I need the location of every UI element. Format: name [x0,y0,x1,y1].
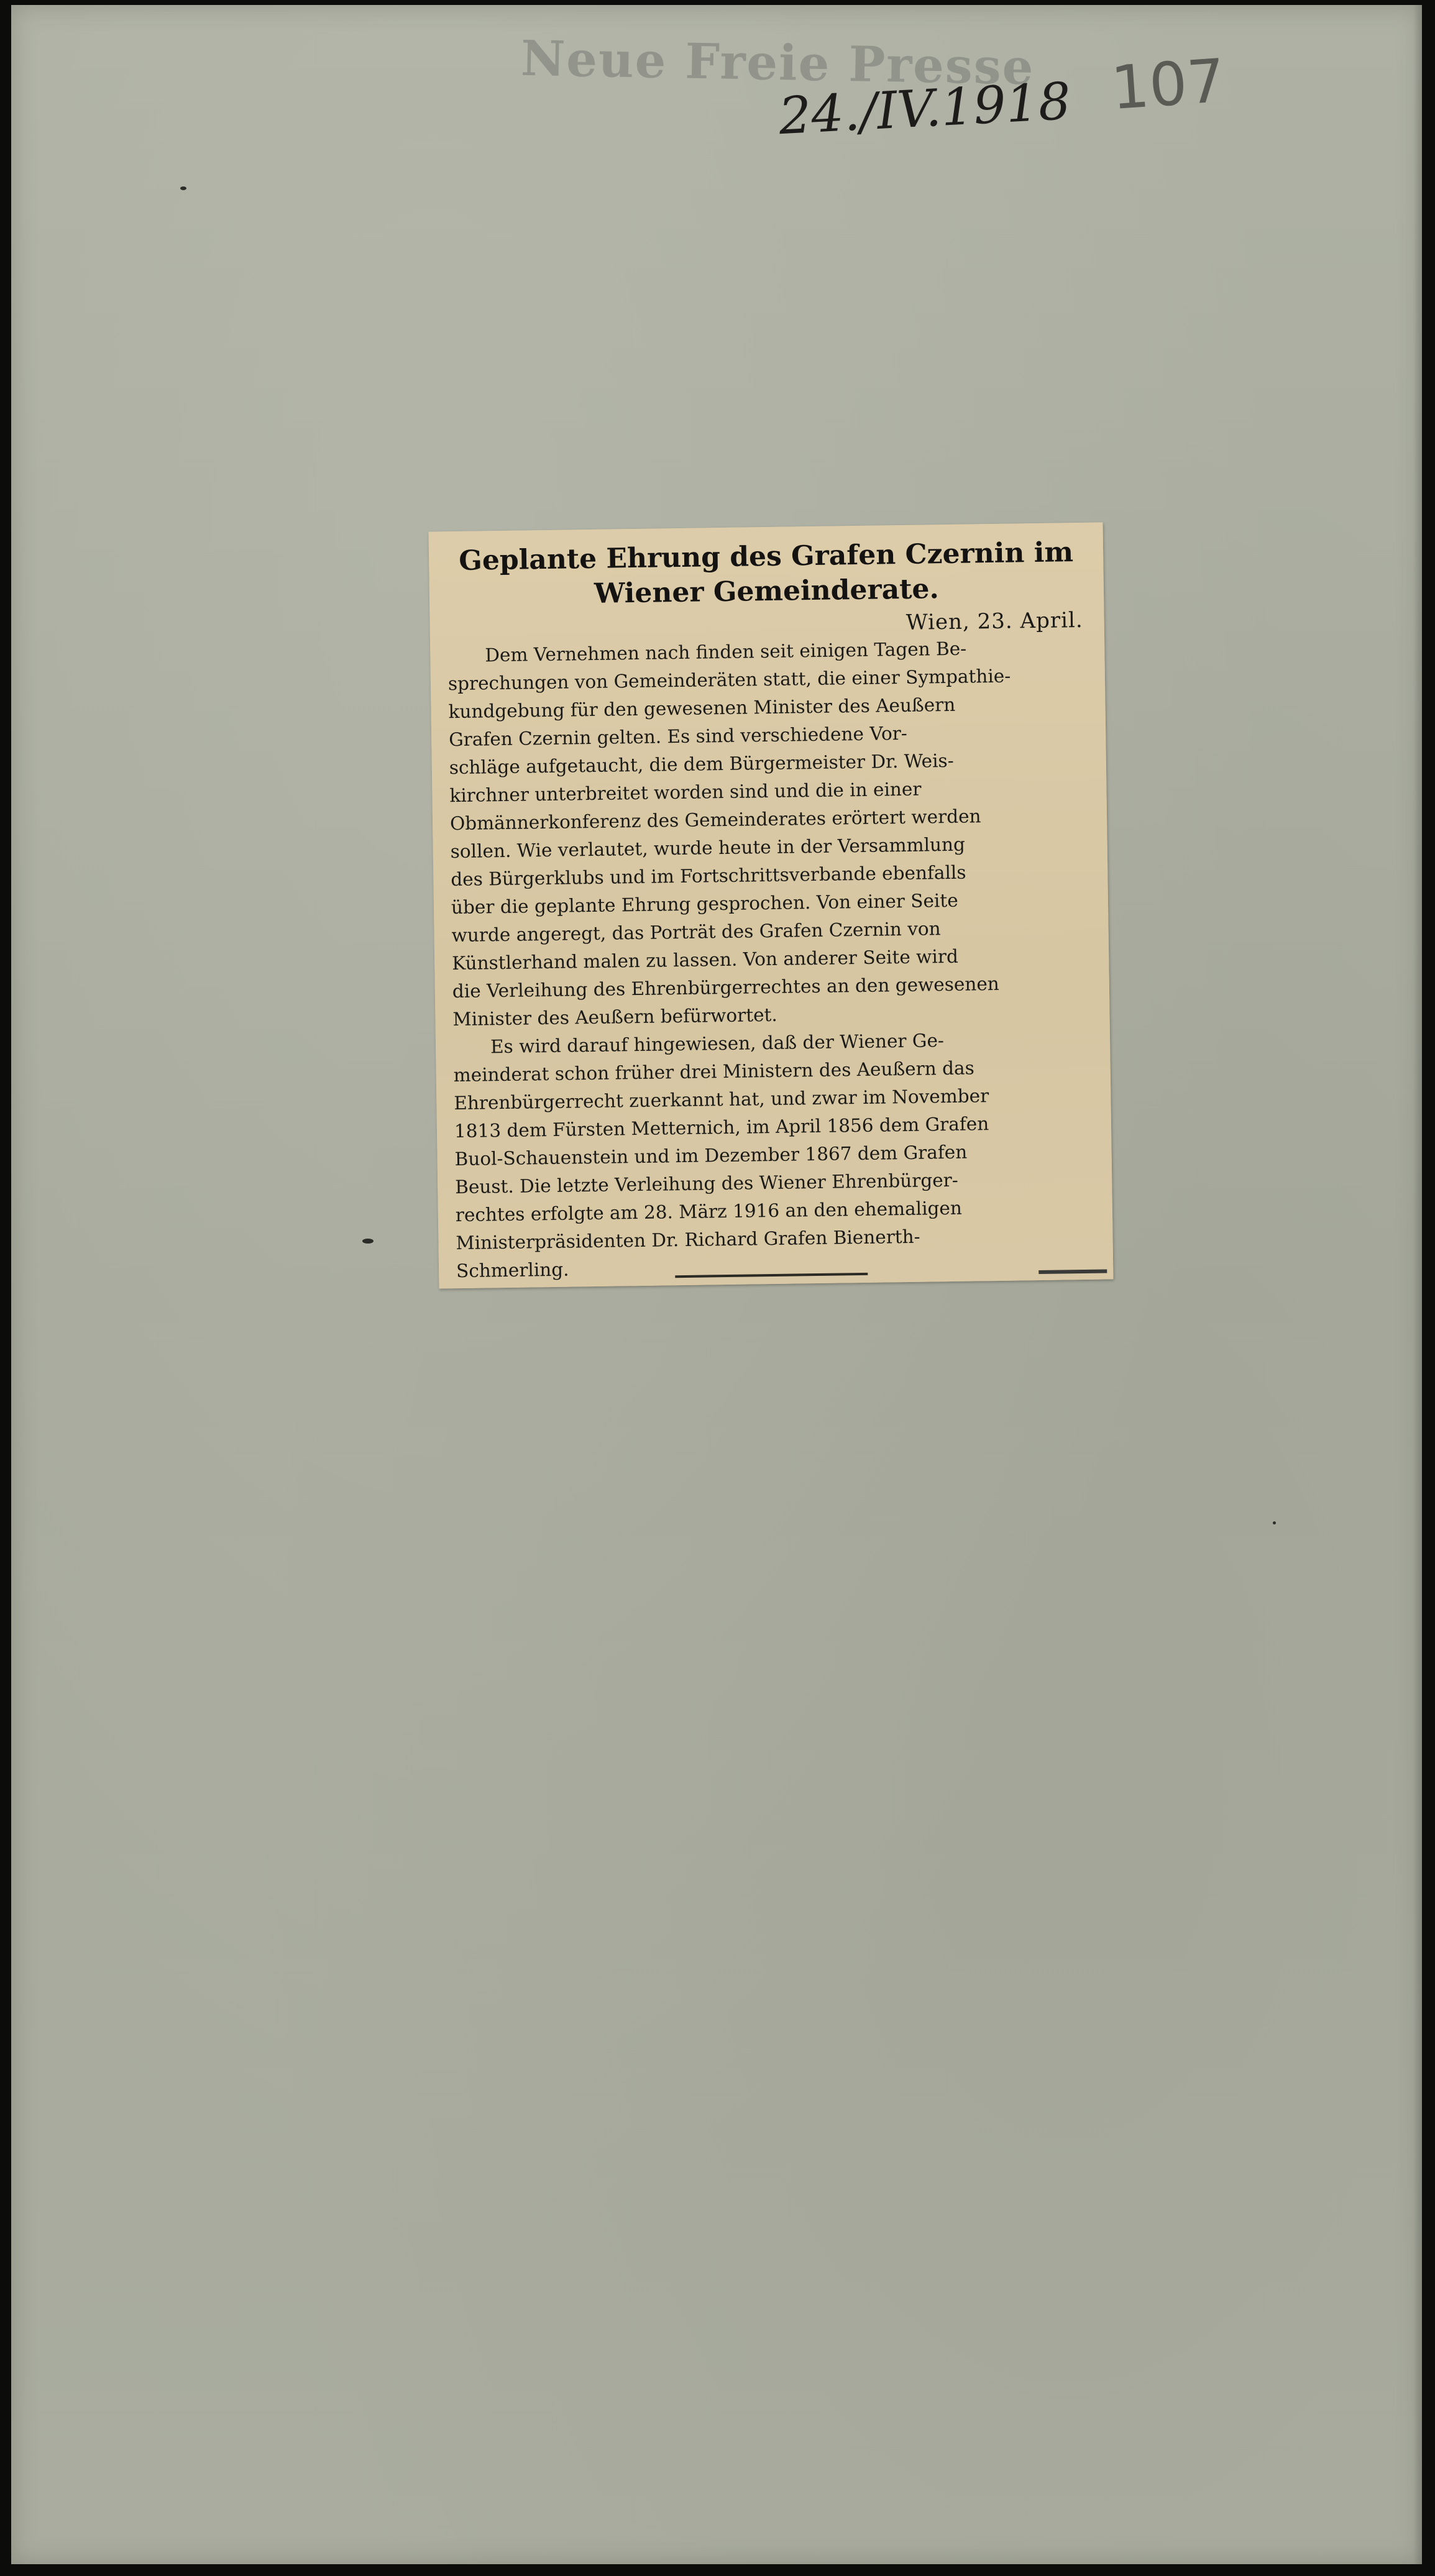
article-line: kundgebung für den gewesenen Minister des Aeußern [448,694,956,723]
handwritten-date: 24./IV.1918 [777,71,1073,147]
article-dateline: Wien, 23. April. [905,607,1083,635]
article-line: Obmännerkonferenz des Gemeinderates erörtert werden [449,805,981,835]
headline-line-1: Geplante Ehrung des Grafen Czernin im [458,536,1074,577]
article-line: Dem Vernehmen nach finden seit einigen Tagen Be- [485,638,967,666]
article-line: sprechungen von Gemeinderäten statt, die einer Sympathie- [447,665,1011,695]
article-line: kirchner unterbreitet worden sind und die in einer [449,778,922,807]
article-line: meinderat schon früher drei Ministern des Aeußern das [453,1057,974,1086]
article-line: Schmerling. [456,1258,569,1282]
archive-sheet [11,5,1422,2564]
handwritten-folio-number: 107 [1109,45,1227,124]
newspaper-stamp: Neue Freie Presse [520,30,1035,96]
article-line: 1813 dem Fürsten Metternich, im April 1856 dem Grafen [454,1113,989,1142]
article-line: die Verleihung des Ehrenbürgerrechtes an den gewesenen [452,973,1000,1002]
headline-line-2: Wiener Gemeinderate. [594,573,940,610]
article-headline [446,535,1086,613]
article-line: Minister des Aeußern befürwortet. [452,1004,777,1030]
paper-speck [362,1239,374,1244]
article-line: wurde angeregt, das Porträt des Grafen Czernin von [451,918,941,947]
article-paragraph-1 [447,633,1093,1034]
article-line: Grafen Czernin gelten. Es sind verschiedene Vor- [448,722,907,751]
article-line: Künstlerhand malen zu lassen. Von anderer Seite wird [452,945,959,974]
article-paragraph-2 [453,1025,1096,1285]
article-line: Es wird darauf hingewiesen, daß der Wiener Ge- [490,1030,945,1058]
article-line: Ehrenbürgerrecht zuerkannt hat, und zwar im November [454,1085,989,1114]
newspaper-clipping [429,522,1114,1288]
article-line: des Bürgerklubs und im Fortschrittsverbande ebenfalls [451,861,966,891]
article-line: über die geplante Ehrung gesprochen. Von einer Seite [451,889,958,919]
article-line: rechtes erfolgte am 28. März 1916 an den ehemaligen [455,1197,963,1226]
article-line: Beust. Die letzte Verleihung des Wiener Ehrenbürger- [455,1169,958,1198]
edge-rule [1038,1270,1107,1275]
article-line: Buol-Schauenstein und im Dezember 1867 dem Grafen [454,1141,968,1170]
sheet-edge-shadow [1413,5,1422,2564]
article-line: schläge aufgetaucht, die dem Bürgermeister Dr. Weis- [449,749,954,779]
article-line: sollen. Wie verlautet, wurde heute in der Versammlung [450,833,966,863]
article-line: Ministerpräsidenten Dr. Richard Grafen Bienerth- [456,1226,920,1254]
paper-speck [1273,1521,1276,1524]
paper-speck [180,186,186,190]
